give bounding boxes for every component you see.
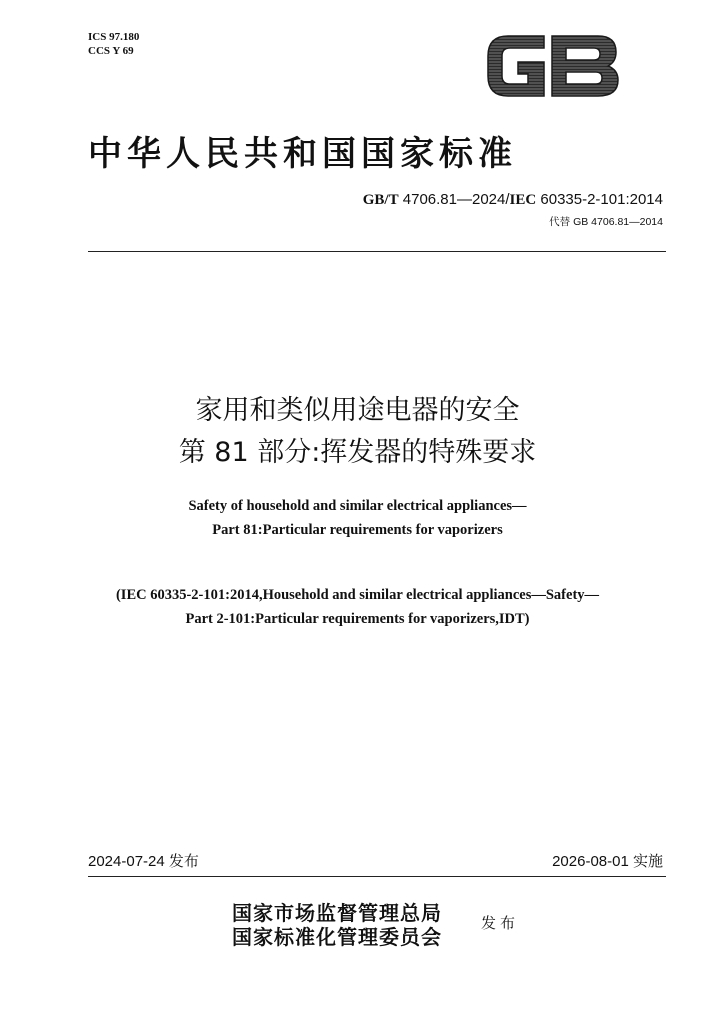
chinese-title-line-2: 第 81 部分:挥发器的特殊要求 (178, 437, 537, 468)
logo-letter-b (552, 36, 618, 96)
standard-number-part: 4706.81—2024/ (398, 191, 510, 208)
chinese-title-line-1: 家用和类似用途电器的安全 (195, 395, 520, 426)
header-divider (88, 251, 666, 252)
footer-divider (88, 876, 666, 877)
logo-letter-g (488, 36, 544, 96)
standard-number (363, 191, 663, 209)
gb-logo (482, 30, 622, 102)
iec-prefix: IEC (509, 192, 537, 208)
issuer-line-1: 国家市场监督管理总局 (232, 901, 442, 925)
iec-reference-line-1: (IEC 60335-2-101:2014,Household and similar electrical appliances—Safety— (115, 587, 600, 603)
national-standard-heading: 中华人民共和国国家标准 (88, 134, 517, 174)
publish-label: 发布 (481, 914, 520, 932)
iec-reference-line-2: Part 2-101:Particular requirements for vaporizers,IDT) (185, 611, 530, 627)
ccs-code: CCS Y 69 (88, 45, 134, 57)
ics-code: ICS 97.180 (88, 31, 140, 43)
iec-number: 60335-2-101:2014 (536, 191, 663, 208)
english-title-line-1: Safety of household and similar electrical appliances— (188, 498, 527, 514)
replaces-standard: 代替 GB 4706.81—2014 (549, 216, 663, 228)
classification-codes (88, 30, 139, 58)
issuer-line-2: 国家标准化管理委员会 (232, 925, 442, 949)
implementation-date: 2026-08-01 实施 (552, 853, 663, 870)
issue-date: 2024-07-24 发布 (88, 853, 199, 870)
english-title-line-2: Part 81:Particular requirements for vaporizers (212, 522, 503, 538)
standard-prefix: GB/T (362, 192, 399, 208)
